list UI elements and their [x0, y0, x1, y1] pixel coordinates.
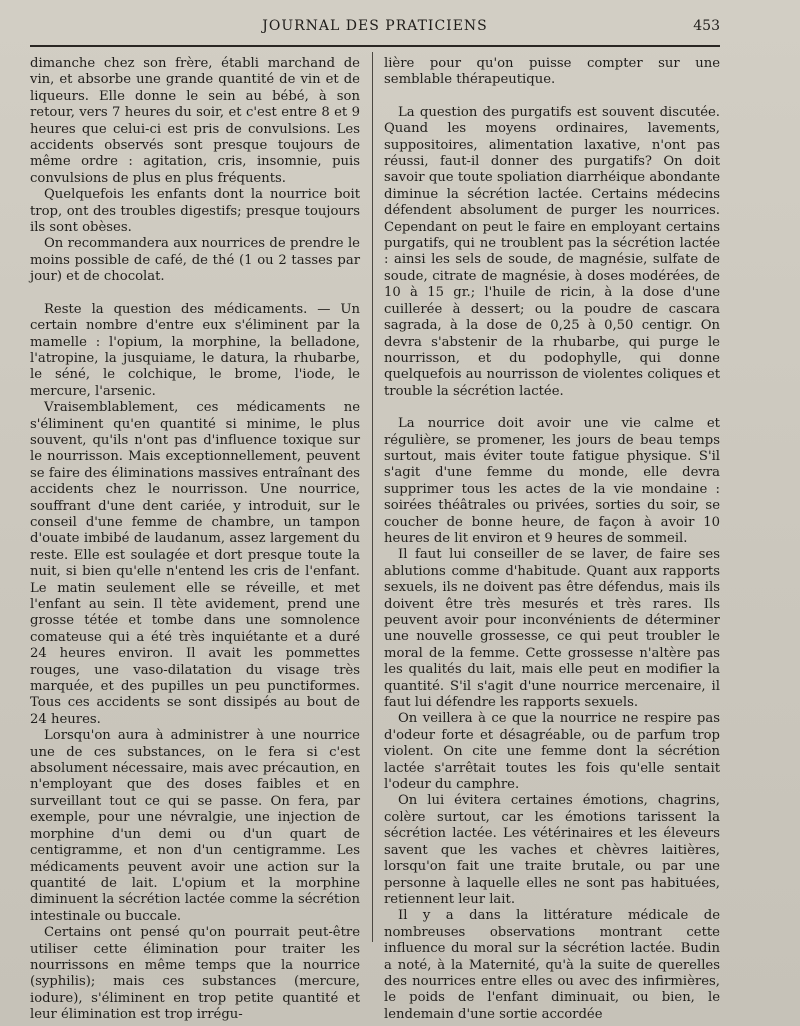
- column-divider: [372, 52, 373, 942]
- page-header: [30, 18, 720, 40]
- paragraph: Lorsqu'on aura à administrer à une nourrice une de ces substances, on le fera si c'est absolument nécessaire, mais avec précaution, en n'employant que des doses faibles et en surveillant tout ce qui se passe. On fera, par exemple, pour une névralgie, une injection de morphine d'un demi ou d'un quart de centigramme, et non d'un centigramme. Les médicaments peuvent avoir une action sur la quantité de lait. L'opium et la morphine diminuent la sécrétion lactée comme la sécrétion intestinale ou buccale.: [30, 728, 360, 924]
- paragraph: La question des purgatifs est souvent discutée. Quand les moyens ordinaires, lavements, suppositoires, alimentation laxative, n'ont pas réussi, faut-il donner des purgatifs? On doit savoir que toute spoliation diarrhéique abondante diminue la sécrétion lactée. Certains médecins défendent absolument de purger les nourrices. Cependant on peut le faire en employant certains purgatifs, qui ne troublent pas la sécrétion lactée : ainsi les sels de soude, de magnésie, sulfate de soude, citrate de magnésie, à doses modérées, de 10 à 15 gr.; l'huile de ricin, à la dose d'une cuillerée à dessert; ou la poudre de cascara sagrada, à la dose de 0,25 à 0,50 centigr. On devra s'abstenir de la rhubarbe, qui purge le nourrisson, et du podophylle, qui donne quelquefois au nourrisson de violentes coliques et trouble la sécrétion lactée.: [384, 104, 720, 399]
- paragraph: On lui évitera certaines émotions, chagrins, colère surtout, car les émotions tarissent la sécrétion lactée. Les vétérinaires et les éleveurs savent que les vaches et chèvres laitières, lorsqu'on fait une traite brutale, ou par une personne à laquelle elles ne sont pas habituées, retiennent leur lait.: [384, 793, 720, 907]
- paragraph: Vraisemblablement, ces médicaments ne s'éliminent qu'en quantité si minime, le plus souvent, qu'ils n'ont pas d'influence toxique sur le nourrisson. Mais exceptionnellement, peuvent se faire des éliminations massives entraînant des accidents chez le nourrisson. Une nourrice, souffrant d'une dent cariée, y introduit, sur le conseil d'une femme de chambre, un tampon d'ouate imbibé de laudanum, assez largement du reste. Elle est soulagée et dort presque toute la nuit, si bien qu'elle n'entend les cris de l'enfant. Le matin seulement elle se réveille, et met l'enfant au sein. Il tète avidement, prend une grosse tétée et tombe dans une somnolence comateuse qui a été très inquiétante et a duré 24 heures environ. Il avait les pommettes rouges, une vaso-dilatation du visage très marquée, et des pupilles un peu punctiformes. Tous ces accidents se sont dissipés au bout de 24 heures.: [30, 400, 360, 727]
- paragraph: La nourrice doit avoir une vie calme et régulière, se promener, les jours de beau temps surtout, mais éviter toute fatigue physique. S'il s'agit d'une femme du monde, elle devra supprimer tous les actes de la vie mondaine : soirées théâtrales ou privées, sorties du soir, se coucher de bonne heure, de façon à avoir 10 heures de lit environ et 9 heures de sommeil.: [384, 416, 720, 546]
- paragraph: lière pour qu'on puisse compter sur une semblable thérapeutique.: [384, 56, 720, 88]
- paragraph: On recommandera aux nourrices de prendre le moins possible de café, de thé (1 ou 2 tasses par jour) et de chocolat.: [30, 236, 360, 285]
- paragraph: Il y a dans la littérature médicale de nombreuses observations montrant cette influence du moral sur la sécrétion lactée. Budin a noté, à la Maternité, qu'à la suite de querelles des nourrices entre elles ou avec des infirmières, le poids de l'enfant diminuait, ou bien, le lendemain d'une sortie accordée: [384, 908, 720, 1022]
- journal-title: JOURNAL DES PRATICIENS: [262, 18, 488, 34]
- paragraph: Certains ont pensé qu'on pourrait peut-être utiliser cette élimination pour traiter les nourrissons en même temps que la nourrice (syphilis); mais ces substances (mercure, iodure), s'éliminent en trop petite quantité et leur élimination est trop irrégu-: [30, 925, 360, 1023]
- page-number: 453: [693, 18, 720, 34]
- right-column: [384, 56, 720, 1023]
- paragraph: Il faut lui conseiller de se laver, de faire ses ablutions comme d'habitude. Quant aux rapports sexuels, ils ne doivent pas être défendus, mais ils doivent être très mesurés et très rares. Ils peuvent avoir pour inconvénients de déterminer une nouvelle grossesse, ce qui peut troubler le moral de la femme. Cette grossesse n'altère pas les qualités du lait, mais elle peut en modifier la quantité. S'il s'agit d'une nourrice mercenaire, il faut lui défendre les rapports sexuels.: [384, 547, 720, 711]
- left-column: [30, 56, 360, 1024]
- header-rule: [30, 45, 720, 47]
- paragraph: Reste la question des médicaments. — Un certain nombre d'entre eux s'éliminent par la mamelle : l'opium, la morphine, la belladone, l'atropine, la jusquiame, le datura, la rhubarbe, le séné, le colchique, le brome, l'iode, le mercure, l'arsenic.: [30, 301, 360, 399]
- paragraph: dimanche chez son frère, établi marchand de vin, et absorbe une grande quantité de vin et de liqueurs. Elle donne le sein au bébé, à son retour, vers 7 heures du soir, et c'est entre 8 et 9 heures que celui-ci est pris de convulsions. Les accidents observés sont presque toujours de même ordre : agitation, cris, insomnie, puis convulsions de plus en plus fréquents.: [30, 56, 360, 186]
- paragraph: On veillera à ce que la nourrice ne respire pas d'odeur forte et désagréable, ou de parfum trop violent. On cite une femme dont la sécrétion lactée s'arrêtait toutes les fois qu'elle sentait l'odeur du camphre.: [384, 711, 720, 793]
- paragraph: Quelquefois les enfants dont la nourrice boit trop, ont des troubles digestifs; presque toujours ils sont obèses.: [30, 187, 360, 236]
